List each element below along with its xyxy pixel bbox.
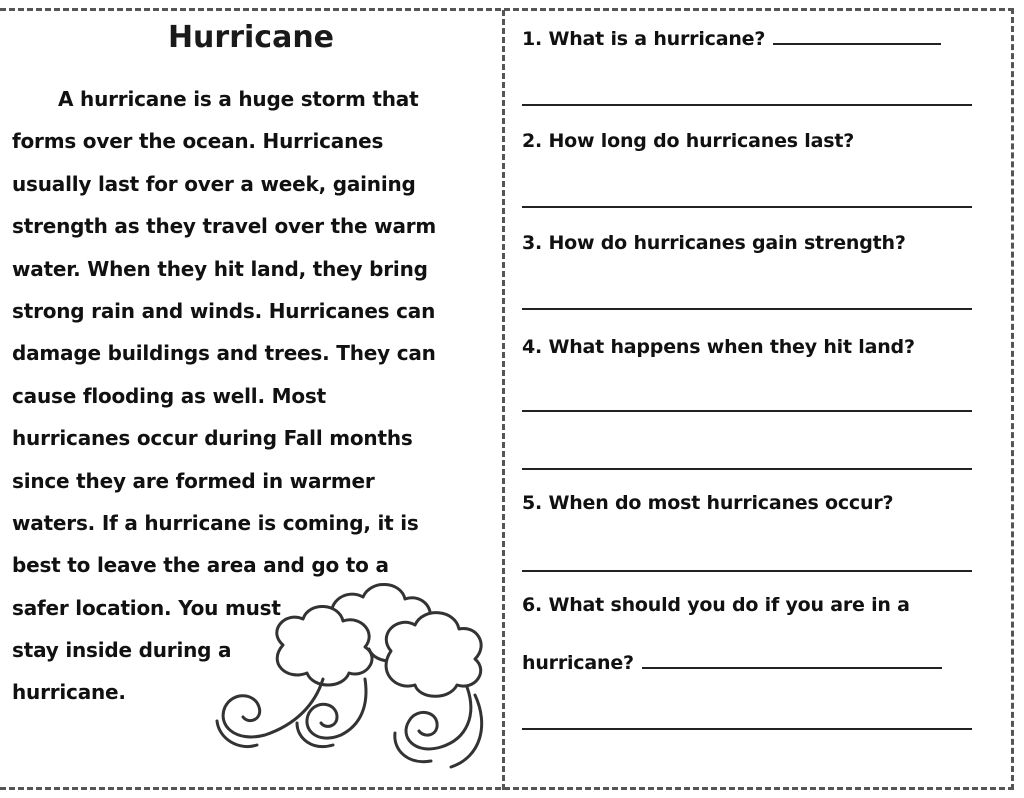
column-divider	[502, 10, 505, 790]
question-text: 1. What is a hurricane?	[522, 28, 766, 50]
question-6-continued	[522, 652, 942, 674]
story-line: A hurricane is a huge storm that	[58, 87, 419, 111]
story-line: usually last for over a week, gaining	[12, 171, 416, 196]
story-line: cause flooding as well. Most	[12, 383, 326, 408]
question-4: 4. What happens when they hit land?	[522, 336, 915, 358]
hurricane-clouds-icon	[205, 575, 500, 775]
story-line: waters. If a hurricane is coming, it is	[12, 510, 419, 535]
story-line: strength as they travel over the warm	[12, 214, 437, 239]
story-line: hurricane.	[12, 680, 126, 705]
story-line: strong rain and winds. Hurricanes can	[12, 298, 436, 323]
worksheet-title: Hurricane	[167, 20, 335, 55]
story-line: water. When they hit land, they bring	[12, 256, 428, 281]
answer-line[interactable]	[522, 308, 972, 310]
question-1	[522, 28, 941, 50]
answer-line[interactable]	[522, 570, 972, 572]
story-line: hurricanes occur during Fall months	[12, 426, 413, 451]
answer-line[interactable]	[642, 666, 942, 669]
story-line: stay inside during a	[12, 638, 232, 663]
question-text: hurricane?	[522, 652, 634, 674]
answer-line[interactable]	[773, 42, 941, 45]
story-line: safer location. You must	[12, 595, 281, 620]
question-2: 2. How long do hurricanes last?	[522, 130, 855, 152]
story-line: since they are formed in warmer	[12, 468, 375, 493]
question-5: 5. When do most hurricanes occur?	[522, 492, 894, 514]
answer-line[interactable]	[522, 410, 972, 412]
answer-line[interactable]	[522, 206, 972, 208]
answer-line[interactable]	[522, 468, 972, 470]
answer-line[interactable]	[522, 104, 972, 106]
story-line: forms over the ocean. Hurricanes	[12, 129, 384, 154]
question-3: 3. How do hurricanes gain strength?	[522, 232, 906, 254]
story-line: damage buildings and trees. They can	[12, 341, 436, 366]
answer-line[interactable]	[522, 728, 972, 730]
story-line: best to leave the area and go to a	[12, 553, 389, 578]
question-6: 6. What should you do if you are in a	[522, 594, 910, 616]
